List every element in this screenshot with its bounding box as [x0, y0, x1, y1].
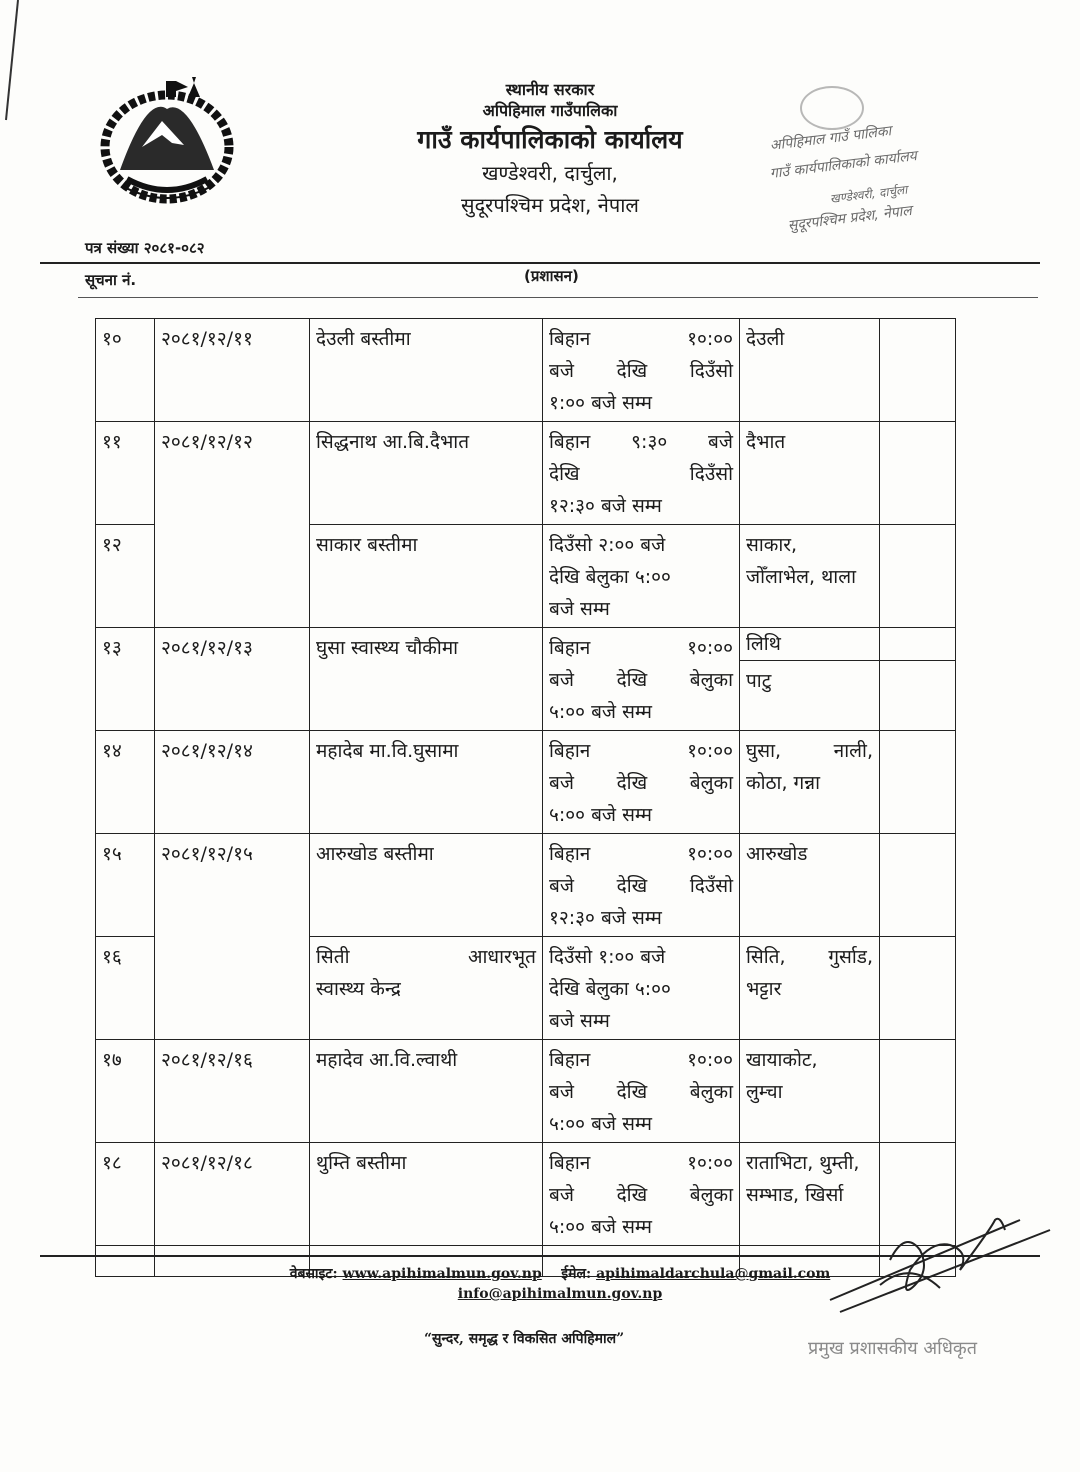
area-line: सिति, गुर्साड, — [746, 946, 873, 968]
area-line: साकार, — [746, 534, 798, 556]
time-line: बजे सम्म — [549, 598, 610, 620]
area-cell: दैभात — [740, 422, 880, 525]
time-line: देखि दिउँसो — [549, 463, 733, 485]
time-line: देखि बेलुका ५:०० — [549, 566, 671, 588]
header-municipality: अपिहिमाल गाउँपालिका — [482, 100, 618, 120]
stamp-line-1: अपिहिमाल गाउँ पालिका — [769, 123, 893, 154]
empty-cell — [880, 628, 956, 661]
time-line: बजे देखि बेलुका — [549, 669, 733, 691]
area-line: भट्टार — [746, 978, 782, 1000]
area-cell: पाटु — [740, 660, 880, 730]
contact-footer — [280, 1264, 840, 1302]
header-office-name: गाउँ कार्यपालिकाको कार्यालय — [417, 124, 683, 154]
date-cell: २०८१/१२/१३ — [155, 628, 310, 731]
area-cell: देउली — [740, 319, 880, 422]
empty-cell — [880, 937, 956, 1040]
date-cell: २०८१/१२/१८ — [155, 1143, 310, 1246]
area-cell — [740, 1040, 880, 1143]
time-line: बिहान १०:०० — [549, 843, 733, 865]
header-address: खण्डेश्वरी, दार्चुला, — [482, 161, 618, 186]
area-line: राताभिटा, थुम्ती, — [746, 1152, 860, 1174]
date-cell: २०८१/१२/११ — [155, 319, 310, 422]
serial-cell: १० — [96, 319, 155, 422]
time-line: ५:०० बजे सम्म — [549, 1113, 652, 1135]
time-line: बजे देखि बेलुका — [549, 1184, 733, 1206]
empty-cell — [880, 834, 956, 937]
empty-cell — [880, 660, 956, 730]
time-line: बिहान १०:०० — [549, 740, 733, 762]
email-link-info[interactable]: info@apihimalmun.gov.np — [457, 1286, 663, 1302]
empty-cell — [96, 1246, 155, 1277]
table-row — [96, 1040, 956, 1143]
area-line: कोठा, गन्ना — [746, 772, 821, 794]
place-line: स्वास्थ्य केन्द्र — [316, 978, 401, 1000]
stamp-line-3: खण्डेश्वरी, दार्चुला — [829, 182, 909, 206]
time-line: १२:३० बजे सम्म — [549, 907, 662, 929]
time-cell — [543, 525, 740, 628]
time-line: १:०० बजे सम्म — [549, 392, 652, 414]
time-line: बजे देखि बेलुका — [549, 1081, 733, 1103]
table-row — [96, 319, 956, 422]
time-cell — [543, 1143, 740, 1246]
place-cell: सिद्धनाथ आ.बि.दैभात — [310, 422, 543, 525]
place-cell: देउली बस्तीमा — [310, 319, 543, 422]
notice-number: सूचना नं. — [85, 271, 137, 289]
empty-cell — [880, 1040, 956, 1143]
municipality-slogan: “सुन्दर, समृद्ध र विकसित अपिहिमाल” — [424, 1331, 625, 1347]
time-cell — [543, 319, 740, 422]
serial-cell: १८ — [96, 1143, 155, 1246]
time-cell — [543, 628, 740, 731]
date-cell: २०८१/१२/१४ — [155, 731, 310, 834]
time-line: बजे देखि दिउँसो — [549, 360, 733, 382]
empty-cell — [880, 422, 956, 525]
time-line: बिहान १०:०० — [549, 637, 733, 659]
serial-cell: १३ — [96, 628, 155, 731]
serial-cell: ११ — [96, 422, 155, 525]
time-line: बिहान १०:०० — [549, 1152, 733, 1174]
place-cell: आरुखोड बस्तीमा — [310, 834, 543, 937]
header-divider — [40, 262, 1040, 264]
serial-cell: १४ — [96, 731, 155, 834]
email-label: ईमेल: — [561, 1266, 592, 1282]
stamp-line-4: सुदूरपश्चिम प्रदेश, नेपाल — [787, 202, 913, 234]
area-cell — [740, 731, 880, 834]
serial-cell: १५ — [96, 834, 155, 937]
time-cell — [543, 422, 740, 525]
place-cell: घुसा स्वास्थ्य चौकीमा — [310, 628, 543, 731]
time-line: बजे देखि बेलुका — [549, 772, 733, 794]
area-line: खायाकोट, — [746, 1049, 818, 1071]
area-cell: लिथि — [740, 628, 880, 661]
time-line: देखि बेलुका ५:०० — [549, 978, 671, 1000]
page-edge-mark — [0, 0, 22, 130]
time-cell — [543, 937, 740, 1040]
header-local-government: स्थानीय सरकार — [505, 80, 595, 99]
website-link[interactable]: www.apihimalmun.gov.np — [342, 1266, 542, 1282]
place-cell — [310, 937, 543, 1040]
header-province: सुदूरपश्चिम प्रदेश, नेपाल — [461, 193, 639, 218]
place-cell: साकार बस्तीमा — [310, 525, 543, 628]
officer-title: प्रमुख प्रशासकीय अधिकृत — [808, 1338, 977, 1359]
serial-cell: १२ — [96, 525, 155, 628]
time-line: दिउँसो १:०० बजे — [549, 946, 666, 968]
serial-cell: १६ — [96, 937, 155, 1040]
area-line: लुम्चा — [746, 1081, 783, 1103]
office-header — [380, 80, 720, 218]
time-line: दिउँसो २:०० बजे — [549, 534, 666, 556]
time-line: १२:३० बजे सम्म — [549, 495, 662, 517]
empty-cell — [880, 731, 956, 834]
time-cell — [543, 834, 740, 937]
time-line: बिहान १०:०० — [549, 328, 733, 350]
office-stamp — [760, 80, 970, 240]
place-cell: थुम्ति बस्तीमा — [310, 1143, 543, 1246]
date-cell: २०८१/१२/१५ — [155, 834, 310, 1040]
area-line: घुसा, नाली, — [746, 740, 873, 762]
empty-cell — [880, 525, 956, 628]
place-cell: महादेब मा.वि.घुसामा — [310, 731, 543, 834]
time-line: बिहान १०:०० — [549, 1049, 733, 1071]
website-label: वेबसाइट: — [289, 1266, 338, 1282]
time-line: बिहान ९:३० बजे — [549, 431, 733, 453]
letter-number: पत्र संख्या २०८१-०८२ — [85, 239, 205, 257]
stamp-line-2: गाउँ कार्यपालिकाको कार्यालय — [769, 148, 918, 182]
stamp-emblem-icon — [800, 86, 864, 130]
time-cell — [543, 1040, 740, 1143]
table-row — [96, 422, 956, 525]
time-line: बजे सम्म — [549, 1010, 610, 1032]
area-cell: आरुखोड — [740, 834, 880, 937]
table-row — [96, 731, 956, 834]
serial-cell: १७ — [96, 1040, 155, 1143]
schedule-table — [95, 318, 956, 1277]
area-line: सम्भाड, खिर्सा — [746, 1184, 844, 1206]
area-cell — [740, 937, 880, 1040]
time-line: ५:०० बजे सम्म — [549, 804, 652, 826]
place-cell: महादेव आ.वि.ल्वाथी — [310, 1040, 543, 1143]
section-label: (प्रशासन) — [524, 267, 579, 285]
area-line: जोँलाभेल, थाला — [746, 566, 857, 588]
place-line: सिती आधारभूत — [316, 946, 536, 968]
subheader-divider — [78, 297, 1038, 298]
area-cell — [740, 525, 880, 628]
nepal-emblem-icon — [92, 75, 242, 210]
time-cell — [543, 731, 740, 834]
table-row — [96, 628, 956, 661]
signature-icon — [820, 1190, 1060, 1320]
empty-cell — [880, 319, 956, 422]
date-cell: २०८१/१२/१२ — [155, 422, 310, 628]
table-row — [96, 834, 956, 937]
email-link[interactable]: apihimaldarchula@gmail.com — [596, 1266, 831, 1282]
time-line: बजे देखि दिउँसो — [549, 875, 733, 897]
time-line: ५:०० बजे सम्म — [549, 701, 652, 723]
date-cell: २०८१/१२/१६ — [155, 1040, 310, 1143]
time-line: ५:०० बजे सम्म — [549, 1216, 652, 1238]
